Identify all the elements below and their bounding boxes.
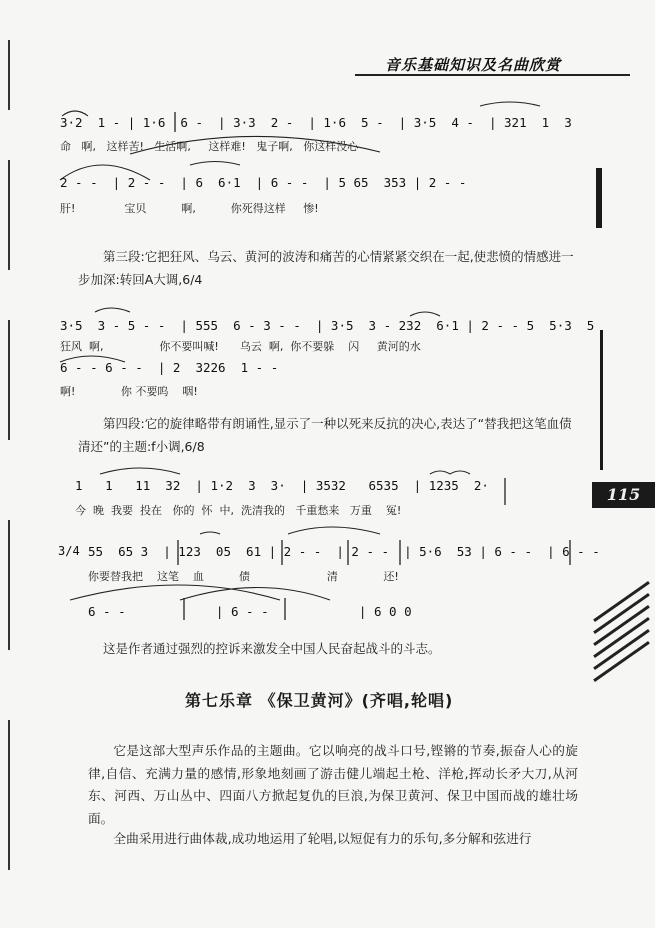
running-header-title: 音乐基础知识及名曲欣赏 xyxy=(385,56,562,74)
score-line-4-notes: 6 - - 6 - - | 2 3226 1 - - xyxy=(60,360,279,375)
paragraph-section-4: 第四段:它的旋律略带有朗诵性,显示了一种以死来反抗的决心,表达了“替我把这笔血债清还”的主题:f小调,6/8 xyxy=(78,416,572,454)
score-line-1-notes: 3·2 1 - | 1·6 6 - | 3·3 2 - | 1·6 5 - | 3·5 4 - | 321 1 3 xyxy=(60,115,572,130)
paragraph-movement-intro: 它是这部大型声乐作品的主题曲。它以响亮的战斗口号,铿锵的节奏,振奋人心的旋律,自信、充满力量的感情,形象地刻画了游击健儿端起土枪、洋枪,挥动长矛大刀,从河东、河西、万山丛中、四面八方掀起复仇的巨浪,为保卫黄河、保卫中国而战的雄壮场面。 xyxy=(88,743,578,826)
movement-heading: 第七乐章 《保卫黄河》(齐唱,轮唱) xyxy=(185,691,454,710)
score-line-4-lyrics: 啊! 你 不要呜 咽! xyxy=(60,385,198,398)
score-line-5-lyrics: 今 晚 我要 投在 你的 怀 中, 洗清我的 千重愁来 万重 冤! xyxy=(75,504,402,517)
score-line-3-lyrics: 狂风 啊, 你不要叫喊! 乌云 啊, 你不要躲 闪 黄河的水 xyxy=(60,340,421,353)
paragraph-conclusion: 这是作者通过强烈的控诉来激发全中国人民奋起战斗的斗志。 xyxy=(103,641,441,656)
score-line-6-lyrics: 你要替我把 这笔 血 债 清 还! xyxy=(88,570,399,583)
time-signature: 3/4 xyxy=(58,544,80,558)
score-line-2-notes: 2 - - | 2 - - | 6 6·1 | 6 - - | 5 65 353 | 2 - - xyxy=(60,175,467,190)
score-line-1-lyrics: 命 啊, 这样苦! 生活啊, 这样难! 鬼子啊, 你这样没心 xyxy=(60,140,359,153)
paragraph-section-3: 第三段:它把狂风、乌云、黄河的波涛和痛苦的心情紧紧交织在一起,使悲愤的情感进一步加深:转回A大调,6/4 xyxy=(78,249,574,287)
score-line-7-notes: 6 - - | 6 - - | 6 0 0 xyxy=(88,604,412,619)
score-line-6-notes: 55 65 3 | 123 05 61 | 2 - - | 2 - - | 5·6 53 | 6 - - | 6 - - xyxy=(88,544,600,559)
score-line-2-lyrics: 肝! 宝贝 啊, 你死得这样 惨! xyxy=(60,202,319,215)
score-line-3-notes: 3·5 3 - 5 - - | 555 6 - 3 - - | 3·5 3 - 232 6·1 | 2 - - 5 5·3 5 xyxy=(60,318,595,333)
score-line-5-notes: 1 1 11 32 | 1·2 3 3· | 3532 6535 | 1235 2· xyxy=(75,478,489,493)
page-number: 115 xyxy=(592,482,655,508)
paragraph-movement-form: 全曲采用进行曲体裁,成功地运用了轮唱,以短促有力的乐句,多分解和弦进行 xyxy=(113,831,532,846)
